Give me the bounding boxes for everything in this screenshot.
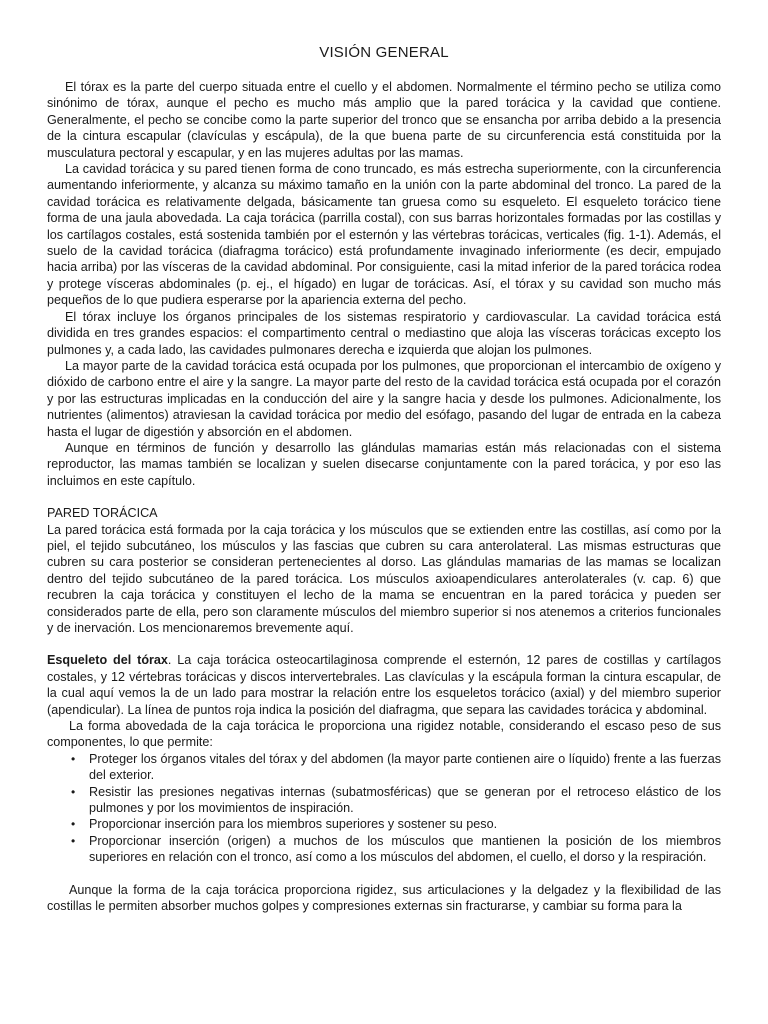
esqueleto-lead: Esqueleto del tórax [47, 653, 168, 668]
page-title: VISIÓN GENERAL [319, 44, 449, 61]
list-item [47, 833, 721, 866]
bullet-list [47, 751, 721, 866]
intro-paragraph-1: El tórax es la parte del cuerpo situada entre el cuello y el abdomen. Normalmente el término pecho se utiliza como sinónimo de tórax, aunque el pecho es mucho más amplio que la pared torácica y la cavidad que contiene. Generalmente, el pecho se concibe como la parte superior del tronco que se ensancha por arriba debido a la presencia de la cintura escapular (clavículas y escápula), de la que buena parte de su circunferencia está constituida por la musculatura pectoral y escapular, y en las mujeres adultas por las mamas. [47, 80, 721, 160]
bullet-icon: • [71, 817, 76, 832]
intro-paragraph-5: Aunque en términos de función y desarrollo las glándulas mamarias están más relacionadas con el sistema reproductor, las mamas también se localizan y suelen disecarse conjuntamente con la pared torácica, y por eso las incluimos en este capítulo. [47, 440, 721, 488]
intro-paragraph-4: La mayor parte de la cavidad torácica está ocupada por los pulmones, que proporcionan el intercambio de oxígeno y dióxido de carbono entre el aire y la sangre. La mayor parte del resto de la cavidad torácica está ocupada por el corazón y por las estructuras implicadas en la conducción del aire y la sangre hacia y desde los pulmones. Adicionalmente, los nutrientes (alimentos) atraviesan la cavidad torácica por medio del esófago, pasando del lugar de entrada en la cabeza hasta el lugar de digestión y absorción en el abdomen. [47, 358, 721, 439]
list-item-text: Resistir las presiones negativas internas (subatmosféricas) que se generan por el retroceso elástico de los pulmones y por los movimientos de inspiración. [89, 784, 721, 816]
bullet-icon: • [71, 751, 76, 766]
section-heading-pared: PARED TORÁCICA [47, 506, 158, 521]
list-item-text: Proteger los órganos vitales del tórax y del abdomen (la mayor parte contienen aire o líquido) frente a las fuerzas del exterior. [89, 751, 721, 783]
list-item-text: Proporcionar inserción para los miembros superiores y sostener su peso. [89, 817, 498, 832]
intro-paragraph-3: El tórax incluye los órganos principales de los sistemas respiratorio y cardiovascular. La cavidad torácica está dividida en tres grandes espacios: el compartimento central o mediastino que aloja las vísceras torácicas excepto los pulmones y, a cada lado, las cavidades pulmonares derecha e izquierda que alojan los pulmones. [47, 309, 721, 357]
section-spacer [47, 489, 721, 505]
bullet-icon: • [71, 784, 76, 799]
intro-paragraph-2: La cavidad torácica y su pared tienen forma de cono truncado, es más estrecha superiormente, con la circunferencia aumentando inferiormente, y alcanza su máximo tamaño en la unión con la parte abdominal del tronco. La pared de la cavidad torácica es relativamente delgada, básicamente tan gruesa como su esqueleto. El esqueleto torácico tiene forma de una jaula abovedada. La caja torácica (parrilla costal), con sus barras horizontales formadas por las costillas y los cartílagos costales, está sostenida también por el esternón y las vértebras torácicas, verticales (fig. 1-1). Además, el suelo de la cavidad torácica (diafragma torácico) está profundamente invaginado inferiormente (es decir, empujado hacia arriba) por las vísceras de la cavidad abdominal. Por consiguiente, casi la mitad inferior de la pared torácica rodea y protege vísceras abdominales (p. ej., el hígado) en lugar de torácicas. Así, el tórax y su cavidad son mucho más pequeños de lo que pudiera esperarse por la apariencia externa del pecho. [47, 162, 721, 308]
esqueleto-paragraph [47, 652, 721, 718]
esqueleto-body: . La caja torácica osteocartilaginosa comprende el esternón, 12 pares de costillas y cartílagos costales, y 12 vértebras torácicas y discos intervertebrales. Las clavículas y la escápula forman la cintura escapular, de la cual aquí vemos la de un lado para mostrar la relación entre los esqueletos torácico (axial) y del miembro superior (apendicular). La línea de puntos roja indica la posición del diafragma, que separa las cavidades torácica y abdominal. [47, 653, 721, 717]
list-item [47, 784, 721, 817]
list-item-text: Proporcionar inserción (origen) a muchos de los músculos que mantienen la posición de los miembros superiores en relación con el tronco, así como a los músculos del abdomen, el cuello, el dorso y la respiración. [89, 833, 721, 865]
section-spacer [47, 636, 721, 652]
forma-paragraph: La forma abovedada de la caja torácica le proporciona una rigidez notable, considerando el escaso peso de sus componentes, lo que permite: [47, 719, 721, 750]
final-paragraph: Aunque la forma de la caja torácica proporciona rigidez, sus articulaciones y la delgadez y la flexibilidad de las costillas le permiten absorber muchos golpes y compresiones externas sin fracturarse, y cambiar su forma para la [47, 882, 721, 914]
section-spacer [47, 866, 721, 882]
list-item [47, 751, 721, 784]
bullet-icon: • [71, 833, 76, 848]
list-item [47, 816, 721, 832]
pared-paragraph: La pared torácica está formada por la caja torácica y los músculos que se extienden entre las costillas, así como por la piel, el tejido subcutáneo, los músculos y las fascias que cubren su cara anterolateral. Las mismas estructuras que cubren su cara posterior se consideran pertenecientes al dorso. Las glándulas mamarias de las mamas se localizan dentro del tejido subcutáneo de la pared torácica. Los músculos axioapendiculares anterolaterales (v. cap. 6) que recubren la caja torácica y constituyen el lecho de la mama se encuentran en la pared torácica y pueden ser considerados parte de ella, pero son claramente músculos del miembro superior si nos atenemos a criterios funcionales y de inervación. Los mencionaremos brevemente aquí. [47, 522, 721, 635]
